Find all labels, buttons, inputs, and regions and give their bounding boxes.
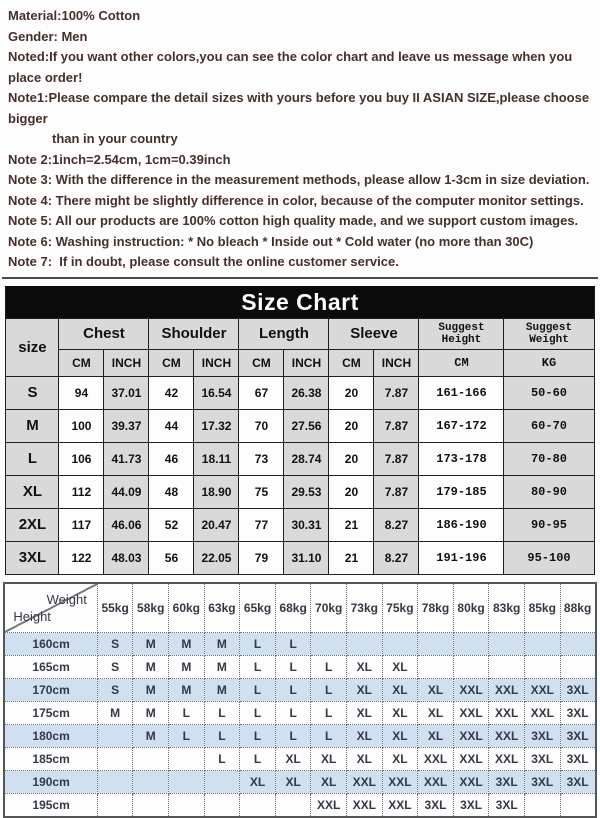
matrix-size-cell: M — [133, 702, 169, 725]
note-line: Note 3: With the difference in the measurement methods, please allow 1-3cm in size deviation. — [8, 172, 590, 187]
measurement-cell: 46.06 — [104, 508, 149, 541]
measurement-cell: 30.31 — [284, 508, 329, 541]
shoulder-header: Shoulder — [149, 318, 239, 349]
product-notes-section — [0, 0, 600, 273]
size-label-cell: 3XL — [6, 541, 59, 574]
matrix-size-cell: L — [240, 748, 276, 771]
matrix-row-180cm — [4, 725, 595, 748]
suggest-height-cell: 179-185 — [419, 475, 504, 508]
matrix-size-cell: XXL — [382, 771, 418, 794]
matrix-size-cell: XXL — [418, 748, 454, 771]
measurement-cell: 79 — [239, 541, 284, 574]
size-label-cell: L — [6, 442, 59, 475]
height-label-cell: 195cm — [4, 794, 97, 817]
matrix-size-cell: XXL — [453, 702, 489, 725]
measurement-cell: 8.27 — [374, 508, 419, 541]
measurement-cell: 37.01 — [104, 376, 149, 409]
matrix-row-195cm — [4, 794, 595, 817]
measurement-cell: 7.87 — [374, 475, 419, 508]
measurement-cell: 117 — [59, 508, 104, 541]
matrix-size-cell: L — [169, 702, 205, 725]
matrix-size-cell — [133, 771, 169, 794]
height-label-cell: 170cm — [4, 679, 97, 702]
size-label-cell: S — [6, 376, 59, 409]
matrix-size-cell: XL — [382, 679, 418, 702]
measurement-cell: 20 — [329, 409, 374, 442]
unit-cell: CM — [329, 349, 374, 376]
size-column-header: size — [6, 318, 59, 376]
matrix-size-cell: L — [311, 656, 347, 679]
measurement-cell: 20 — [329, 442, 374, 475]
measurement-cell: 21 — [329, 508, 374, 541]
size-chart-title: Size Chart — [6, 286, 594, 318]
matrix-size-cell: XL — [418, 725, 454, 748]
note-line: than in your country — [52, 131, 178, 146]
measurement-cell: 29.53 — [284, 475, 329, 508]
matrix-size-cell — [204, 771, 240, 794]
suggest-weight-cell: 60-70 — [504, 409, 594, 442]
unit-cell: CM — [239, 349, 284, 376]
matrix-size-cell — [524, 656, 560, 679]
measurement-cell: 7.87 — [374, 376, 419, 409]
measurement-cell: 52 — [149, 508, 194, 541]
matrix-size-cell: L — [204, 702, 240, 725]
measurement-cell: 112 — [59, 475, 104, 508]
size-label-cell: XL — [6, 475, 59, 508]
matrix-size-cell — [489, 633, 525, 656]
matrix-header-row — [4, 583, 595, 633]
size-chart-row-M — [6, 409, 594, 442]
matrix-size-cell: M — [133, 633, 169, 656]
matrix-size-cell: S — [97, 656, 133, 679]
measurement-cell: 31.10 — [284, 541, 329, 574]
matrix-size-cell: XL — [240, 771, 276, 794]
measurement-cell: 17.32 — [194, 409, 239, 442]
matrix-size-cell — [133, 794, 169, 817]
matrix-size-cell: L — [275, 725, 311, 748]
measurement-cell: 42 — [149, 376, 194, 409]
matrix-size-cell: M — [97, 702, 133, 725]
matrix-size-cell — [560, 794, 596, 817]
size-chart-body — [6, 376, 594, 574]
matrix-size-cell: XXL — [489, 748, 525, 771]
matrix-size-cell: M — [169, 679, 205, 702]
measurement-cell: 106 — [59, 442, 104, 475]
weight-header-cell: 68kg — [275, 583, 311, 633]
weight-header-cell: 70kg — [311, 583, 347, 633]
matrix-corner-cell — [4, 583, 97, 633]
section-divider — [2, 277, 598, 279]
matrix-size-cell: XXL — [524, 679, 560, 702]
height-label-cell: 190cm — [4, 771, 97, 794]
measurement-cell: 41.73 — [104, 442, 149, 475]
measurement-cell: 67 — [239, 376, 284, 409]
suggest-height-cell: 161-166 — [419, 376, 504, 409]
matrix-size-cell: 3XL — [524, 771, 560, 794]
suggest-height-cell: 186-190 — [419, 508, 504, 541]
matrix-size-cell — [97, 748, 133, 771]
matrix-row-165cm — [4, 656, 595, 679]
suggest-height-header: Suggest Height — [419, 318, 504, 349]
size-chart-row-S — [6, 376, 594, 409]
matrix-size-cell: L — [275, 679, 311, 702]
measurement-cell: 48.03 — [104, 541, 149, 574]
measurement-cell: 100 — [59, 409, 104, 442]
size-chart-row-XL — [6, 475, 594, 508]
matrix-size-cell: M — [133, 656, 169, 679]
sleeve-header: Sleeve — [329, 318, 419, 349]
matrix-size-cell: L — [240, 702, 276, 725]
matrix-size-cell: XL — [382, 748, 418, 771]
matrix-size-cell — [524, 633, 560, 656]
suggest-height-cell: 191-196 — [419, 541, 504, 574]
matrix-size-cell — [97, 794, 133, 817]
weight-header-cell: 75kg — [382, 583, 418, 633]
suggest-weight-cell: 80-90 — [504, 475, 594, 508]
note-line: Note 4: There might be slightly difference in color, because of the computer monitor settings. — [8, 192, 584, 208]
note-line: Note1:Please compare the detail sizes with yours before you buy II ASIAN SIZE,please choose bigger — [8, 90, 593, 126]
suggest-weight-cell: 90-95 — [504, 508, 594, 541]
height-label-cell: 180cm — [4, 725, 97, 748]
matrix-size-cell: L — [311, 679, 347, 702]
weight-header-cell: 78kg — [418, 583, 454, 633]
size-chart-row-2XL — [6, 508, 594, 541]
matrix-size-cell: XL — [347, 679, 383, 702]
matrix-size-cell — [418, 656, 454, 679]
matrix-size-cell: XXL — [347, 794, 383, 817]
suggest-height-cell: 167-172 — [419, 409, 504, 442]
measurement-cell: 18.11 — [194, 442, 239, 475]
height-weight-matrix-table — [3, 582, 596, 818]
matrix-size-cell: XXL — [453, 725, 489, 748]
suggest-weight-unit: KG — [504, 349, 594, 376]
measurement-cell: 22.05 — [194, 541, 239, 574]
matrix-row-175cm — [4, 702, 595, 725]
matrix-size-cell: XL — [418, 679, 454, 702]
note-line: Note 7: If in doubt, please consult the online customer service. — [8, 254, 399, 269]
measurement-cell: 7.87 — [374, 409, 419, 442]
size-chart-unit-row — [6, 349, 594, 376]
measurement-cell: 46 — [149, 442, 194, 475]
matrix-size-cell: L — [275, 702, 311, 725]
matrix-size-cell: XL — [311, 748, 347, 771]
size-chart-title-row — [6, 286, 594, 318]
matrix-size-cell — [347, 633, 383, 656]
weight-header-cell: 83kg — [489, 583, 525, 633]
matrix-size-cell: L — [240, 725, 276, 748]
height-label-cell: 185cm — [4, 748, 97, 771]
note-line: Gender: Men — [8, 28, 88, 44]
matrix-size-cell — [453, 633, 489, 656]
matrix-size-cell: L — [240, 656, 276, 679]
matrix-size-cell: L — [311, 725, 347, 748]
measurement-cell: 27.56 — [284, 409, 329, 442]
matrix-size-cell: XL — [382, 656, 418, 679]
matrix-size-cell: M — [204, 679, 240, 702]
measurement-cell: 70 — [239, 409, 284, 442]
weight-header-cell: 58kg — [133, 583, 169, 633]
measurement-cell: 8.27 — [374, 541, 419, 574]
matrix-size-cell: L — [240, 679, 276, 702]
matrix-size-cell: XXL — [524, 702, 560, 725]
suggest-weight-cell: 70-80 — [504, 442, 594, 475]
matrix-size-cell — [311, 633, 347, 656]
size-chart-row-3XL — [6, 541, 594, 574]
matrix-size-cell: L — [169, 725, 205, 748]
weight-header-cell: 80kg — [453, 583, 489, 633]
matrix-size-cell: M — [133, 679, 169, 702]
measurement-cell: 73 — [239, 442, 284, 475]
measurement-cell: 20.47 — [194, 508, 239, 541]
matrix-size-cell: XXL — [489, 702, 525, 725]
suggest-height-cell: 173-178 — [419, 442, 504, 475]
matrix-size-cell — [169, 794, 205, 817]
matrix-size-cell — [418, 633, 454, 656]
matrix-size-cell: 3XL — [418, 794, 454, 817]
matrix-size-cell: 3XL — [524, 748, 560, 771]
matrix-size-cell: XL — [382, 702, 418, 725]
matrix-size-cell: 3XL — [560, 771, 596, 794]
matrix-size-cell: 3XL — [453, 794, 489, 817]
unit-cell: INCH — [194, 349, 239, 376]
matrix-row-190cm — [4, 771, 595, 794]
matrix-size-cell: XL — [347, 725, 383, 748]
matrix-size-cell: L — [275, 656, 311, 679]
matrix-size-cell: XXL — [382, 794, 418, 817]
measurement-cell: 44 — [149, 409, 194, 442]
matrix-size-cell: 3XL — [560, 748, 596, 771]
matrix-size-cell: XL — [382, 725, 418, 748]
matrix-size-cell: 3XL — [560, 679, 596, 702]
measurement-cell: 7.87 — [374, 442, 419, 475]
matrix-size-cell: M — [169, 633, 205, 656]
matrix-size-cell: XXL — [489, 725, 525, 748]
matrix-size-cell: L — [275, 633, 311, 656]
matrix-size-cell: 3XL — [560, 725, 596, 748]
measurement-cell: 39.37 — [104, 409, 149, 442]
unit-cell: INCH — [284, 349, 329, 376]
matrix-size-cell: XXL — [453, 771, 489, 794]
unit-cell: CM — [149, 349, 194, 376]
weight-header-cell: 85kg — [524, 583, 560, 633]
note-line: Noted:If you want other colors,you can see the color chart and leave us message when you place order! — [8, 49, 576, 85]
size-chart-row-L — [6, 442, 594, 475]
note-line: Note 6: Washing instruction: * No bleach * Inside out * Cold water (no more than 30C) — [8, 233, 534, 249]
matrix-size-cell: 3XL — [489, 771, 525, 794]
matrix-size-cell: L — [204, 748, 240, 771]
matrix-size-cell: XXL — [453, 679, 489, 702]
measurement-cell: 16.54 — [194, 376, 239, 409]
matrix-size-cell: XXL — [489, 679, 525, 702]
unit-cell: INCH — [374, 349, 419, 376]
weight-header-cell: 63kg — [204, 583, 240, 633]
unit-cell: INCH — [104, 349, 149, 376]
suggest-weight-cell: 50-60 — [504, 376, 594, 409]
matrix-size-cell — [489, 656, 525, 679]
matrix-size-cell — [275, 794, 311, 817]
matrix-size-cell — [169, 771, 205, 794]
matrix-size-cell — [560, 656, 596, 679]
matrix-size-cell: XL — [347, 656, 383, 679]
weight-header-cell: 65kg — [240, 583, 276, 633]
matrix-size-cell: XXL — [418, 771, 454, 794]
weight-header-cell: 60kg — [169, 583, 205, 633]
matrix-size-cell: 3XL — [524, 725, 560, 748]
matrix-size-cell: XXL — [453, 748, 489, 771]
matrix-size-cell: M — [204, 633, 240, 656]
suggest-weight-cell: 95-100 — [504, 541, 594, 574]
size-label-cell: 2XL — [6, 508, 59, 541]
measurement-cell: 77 — [239, 508, 284, 541]
measurement-cell: 56 — [149, 541, 194, 574]
matrix-size-cell: XL — [275, 748, 311, 771]
weight-header-cell: 73kg — [347, 583, 383, 633]
matrix-size-cell — [97, 771, 133, 794]
matrix-size-cell: XL — [347, 748, 383, 771]
note-line: Note 5: All our products are 100% cotton high quality made, and we support custom images. — [8, 213, 579, 228]
matrix-size-cell: XL — [311, 771, 347, 794]
matrix-row-170cm — [4, 679, 595, 702]
matrix-size-cell: S — [97, 633, 133, 656]
matrix-size-cell — [382, 633, 418, 656]
measurement-cell: 44.09 — [104, 475, 149, 508]
size-chart-group-header-row — [6, 318, 594, 349]
measurement-cell: 48 — [149, 475, 194, 508]
note-line: Material:100% Cotton — [8, 8, 141, 23]
matrix-size-cell: M — [133, 725, 169, 748]
measurement-cell: 21 — [329, 541, 374, 574]
weight-header-cell: 88kg — [560, 583, 596, 633]
matrix-size-cell — [560, 633, 596, 656]
corner-height-label: Height — [13, 609, 51, 624]
measurement-cell: 75 — [239, 475, 284, 508]
measurement-cell: 20 — [329, 376, 374, 409]
matrix-size-cell — [240, 794, 276, 817]
matrix-size-cell — [524, 794, 560, 817]
matrix-size-cell: XXL — [311, 794, 347, 817]
measurement-cell: 28.74 — [284, 442, 329, 475]
matrix-row-160cm — [4, 633, 595, 656]
height-label-cell: 175cm — [4, 702, 97, 725]
matrix-size-cell: 3XL — [560, 702, 596, 725]
matrix-size-cell — [133, 748, 169, 771]
matrix-size-cell: XL — [347, 702, 383, 725]
matrix-size-cell: M — [169, 656, 205, 679]
matrix-size-cell: L — [240, 633, 276, 656]
size-chart-table — [5, 286, 594, 575]
weight-header-cell: 55kg — [97, 583, 133, 633]
measurement-cell: 122 — [59, 541, 104, 574]
note-line: Note 2:1inch=2.54cm, 1cm=0.39inch — [8, 151, 231, 167]
matrix-size-cell — [169, 748, 205, 771]
length-header: Length — [239, 318, 329, 349]
matrix-size-cell — [453, 656, 489, 679]
height-label-cell: 165cm — [4, 656, 97, 679]
measurement-cell: 26.38 — [284, 376, 329, 409]
matrix-size-cell: L — [204, 725, 240, 748]
suggest-height-unit: CM — [419, 349, 504, 376]
matrix-size-cell: M — [204, 656, 240, 679]
measurement-cell: 94 — [59, 376, 104, 409]
suggest-weight-header: Suggest Weight — [504, 318, 594, 349]
matrix-size-cell — [97, 725, 133, 748]
matrix-size-cell: 3XL — [489, 794, 525, 817]
matrix-size-cell: L — [311, 702, 347, 725]
matrix-size-cell: S — [97, 679, 133, 702]
matrix-size-cell: XL — [275, 771, 311, 794]
matrix-row-185cm — [4, 748, 595, 771]
matrix-size-cell: XXL — [347, 771, 383, 794]
height-label-cell: 160cm — [4, 633, 97, 656]
matrix-size-cell: XL — [418, 702, 454, 725]
measurement-cell: 20 — [329, 475, 374, 508]
size-label-cell: M — [6, 409, 59, 442]
matrix-size-cell — [204, 794, 240, 817]
measurement-cell: 18.90 — [194, 475, 239, 508]
unit-cell: CM — [59, 349, 104, 376]
chest-header: Chest — [59, 318, 149, 349]
corner-weight-label: Weight — [46, 591, 87, 607]
